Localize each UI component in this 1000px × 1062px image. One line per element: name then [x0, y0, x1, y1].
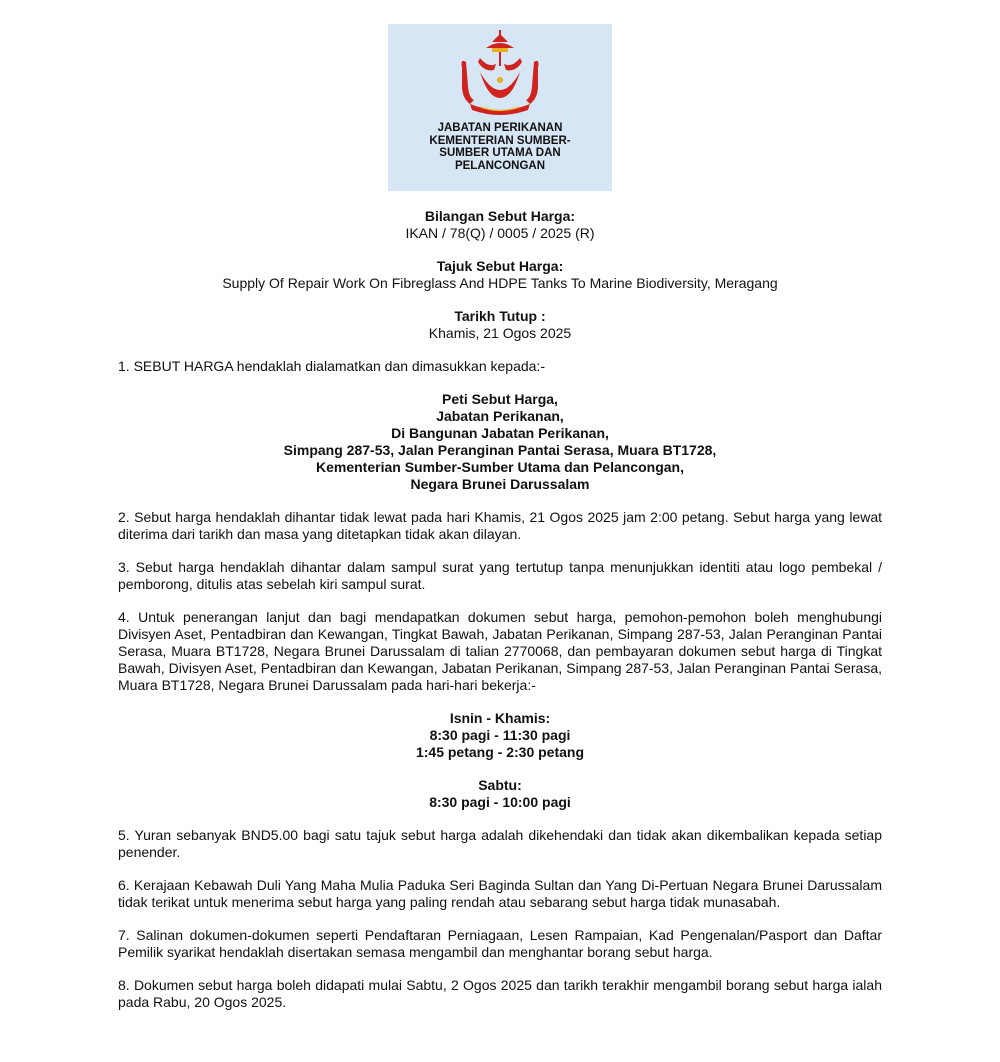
department-name-line: SUMBER UTAMA DAN: [439, 147, 561, 159]
document-body: [118, 208, 882, 1027]
tender-title: Supply Of Repair Work On Fibreglass And HDPE Tanks To Marine Biodiversity, Meragang: [222, 275, 778, 291]
header-logo-box: [388, 24, 612, 191]
weekday-hours: [118, 710, 882, 761]
paragraph-7: 7. Salinan dokumen-dokumen seperti Pendaftaran Perniagaan, Lesen Rampaian, Kad Pengenalan/Pasport dan Daftar Pemilik syarikat hendaklah disertakan semasa mengambil dan menghantar borang sebut harga.: [118, 927, 882, 960]
closing-date-section: [118, 308, 882, 342]
department-name-line: PELANCONGAN: [454, 159, 546, 172]
paragraph-2: 2. Sebut harga hendaklah dihantar tidak lewat pada hari Khamis, 21 Ogos 2025 jam 2:00 petang. Sebut harga yang lewat diterima dari tarikh dan masa yang ditetapkan tidak akan dilayan.: [118, 509, 882, 542]
title-label: Tajuk Sebut Harga:: [436, 258, 564, 274]
weekday-hours-slot: 1:45 petang - 2:30 petang: [415, 744, 585, 760]
saturday-hours-slot: 8:30 pagi - 10:00 pagi: [429, 794, 571, 810]
paragraph-8: 8. Dokumen sebut harga boleh didapati mulai Sabtu, 2 Ogos 2025 dan tarikh terakhir mengambil borang sebut harga ialah pada Rabu, 20 Ogos 2025.: [118, 977, 882, 1010]
address-line: Negara Brunei Darussalam: [410, 476, 590, 492]
address-line: Jabatan Perikanan,: [436, 408, 564, 424]
address-line: Simpang 287-53, Jalan Peranginan Pantai Serasa, Muara BT1728,: [283, 442, 717, 458]
brunei-emblem-icon: [450, 28, 550, 118]
department-name: [388, 122, 612, 172]
paragraph-3: 3. Sebut harga hendaklah dihantar dalam sampul surat yang tertutup tanpa menunjukkan identiti atau logo pembekal / pemborong, ditulis atas sebelah kiri sampul surat.: [118, 559, 882, 592]
submission-address: [118, 391, 882, 493]
reference-label: Bilangan Sebut Harga:: [424, 208, 576, 224]
closing-date-label: Tarikh Tutup :: [454, 308, 546, 324]
closing-date: Khamis, 21 Ogos 2025: [428, 325, 572, 341]
weekday-hours-label: Isnin - Khamis:: [449, 710, 551, 726]
paragraph-1: 1. SEBUT HARGA hendaklah dialamatkan dan dimasukkan kepada:-: [118, 358, 545, 374]
paragraph-6: 6. Kerajaan Kebawah Duli Yang Maha Mulia Paduka Seri Baginda Sultan dan Yang Di-Pertuan Negara Brunei Darussalam tidak terikat untuk menerima sebut harga yang paling rendah atau sebarang sebut harga tidak munasabah.: [118, 877, 882, 910]
weekday-hours-slot: 8:30 pagi - 11:30 pagi: [429, 727, 571, 743]
address-line: Di Bangunan Jabatan Perikanan,: [391, 425, 609, 441]
saturday-hours: [118, 777, 882, 811]
address-line: Peti Sebut Harga,: [442, 391, 558, 407]
reference-section: [118, 208, 882, 242]
saturday-hours-label: Sabtu:: [478, 777, 522, 793]
department-name-line: KEMENTERIAN SUMBER-: [429, 134, 571, 147]
paragraph-5: 5. Yuran sebanyak BND5.00 bagi satu tajuk sebut harga adalah dikehendaki dan tidak akan dikembalikan kepada setiap penender.: [118, 827, 882, 860]
title-section: [118, 258, 882, 292]
address-line: Kementerian Sumber-Sumber Utama dan Pelancongan,: [316, 459, 684, 475]
reference-number: IKAN / 78(Q) / 0005 / 2025 (R): [405, 225, 595, 241]
department-name-line: JABATAN PERIKANAN: [437, 122, 563, 134]
paragraph-4: 4. Untuk penerangan lanjut dan bagi mendapatkan dokumen sebut harga, pemohon-pemohon boleh menghubungi Divisyen Aset, Pentadbiran dan Kewangan, Tingkat Bawah, Jabatan Perikanan, Simpang 287-53, Jalan Peranginan Pantai Serasa, Muara BT1728, Negara Brunei Darussalam di talian 2770068, dan pembayaran dokumen sebut harga di Tingkat Bawah, Divisyen Aset, Pentadbiran dan Kewangan, Jabatan Perikanan, Simpang 287-53, Jalan Peranginan Pantai Serasa, Muara BT1728, Negara Brunei Darussalam pada hari-hari bekerja:-: [118, 609, 882, 693]
